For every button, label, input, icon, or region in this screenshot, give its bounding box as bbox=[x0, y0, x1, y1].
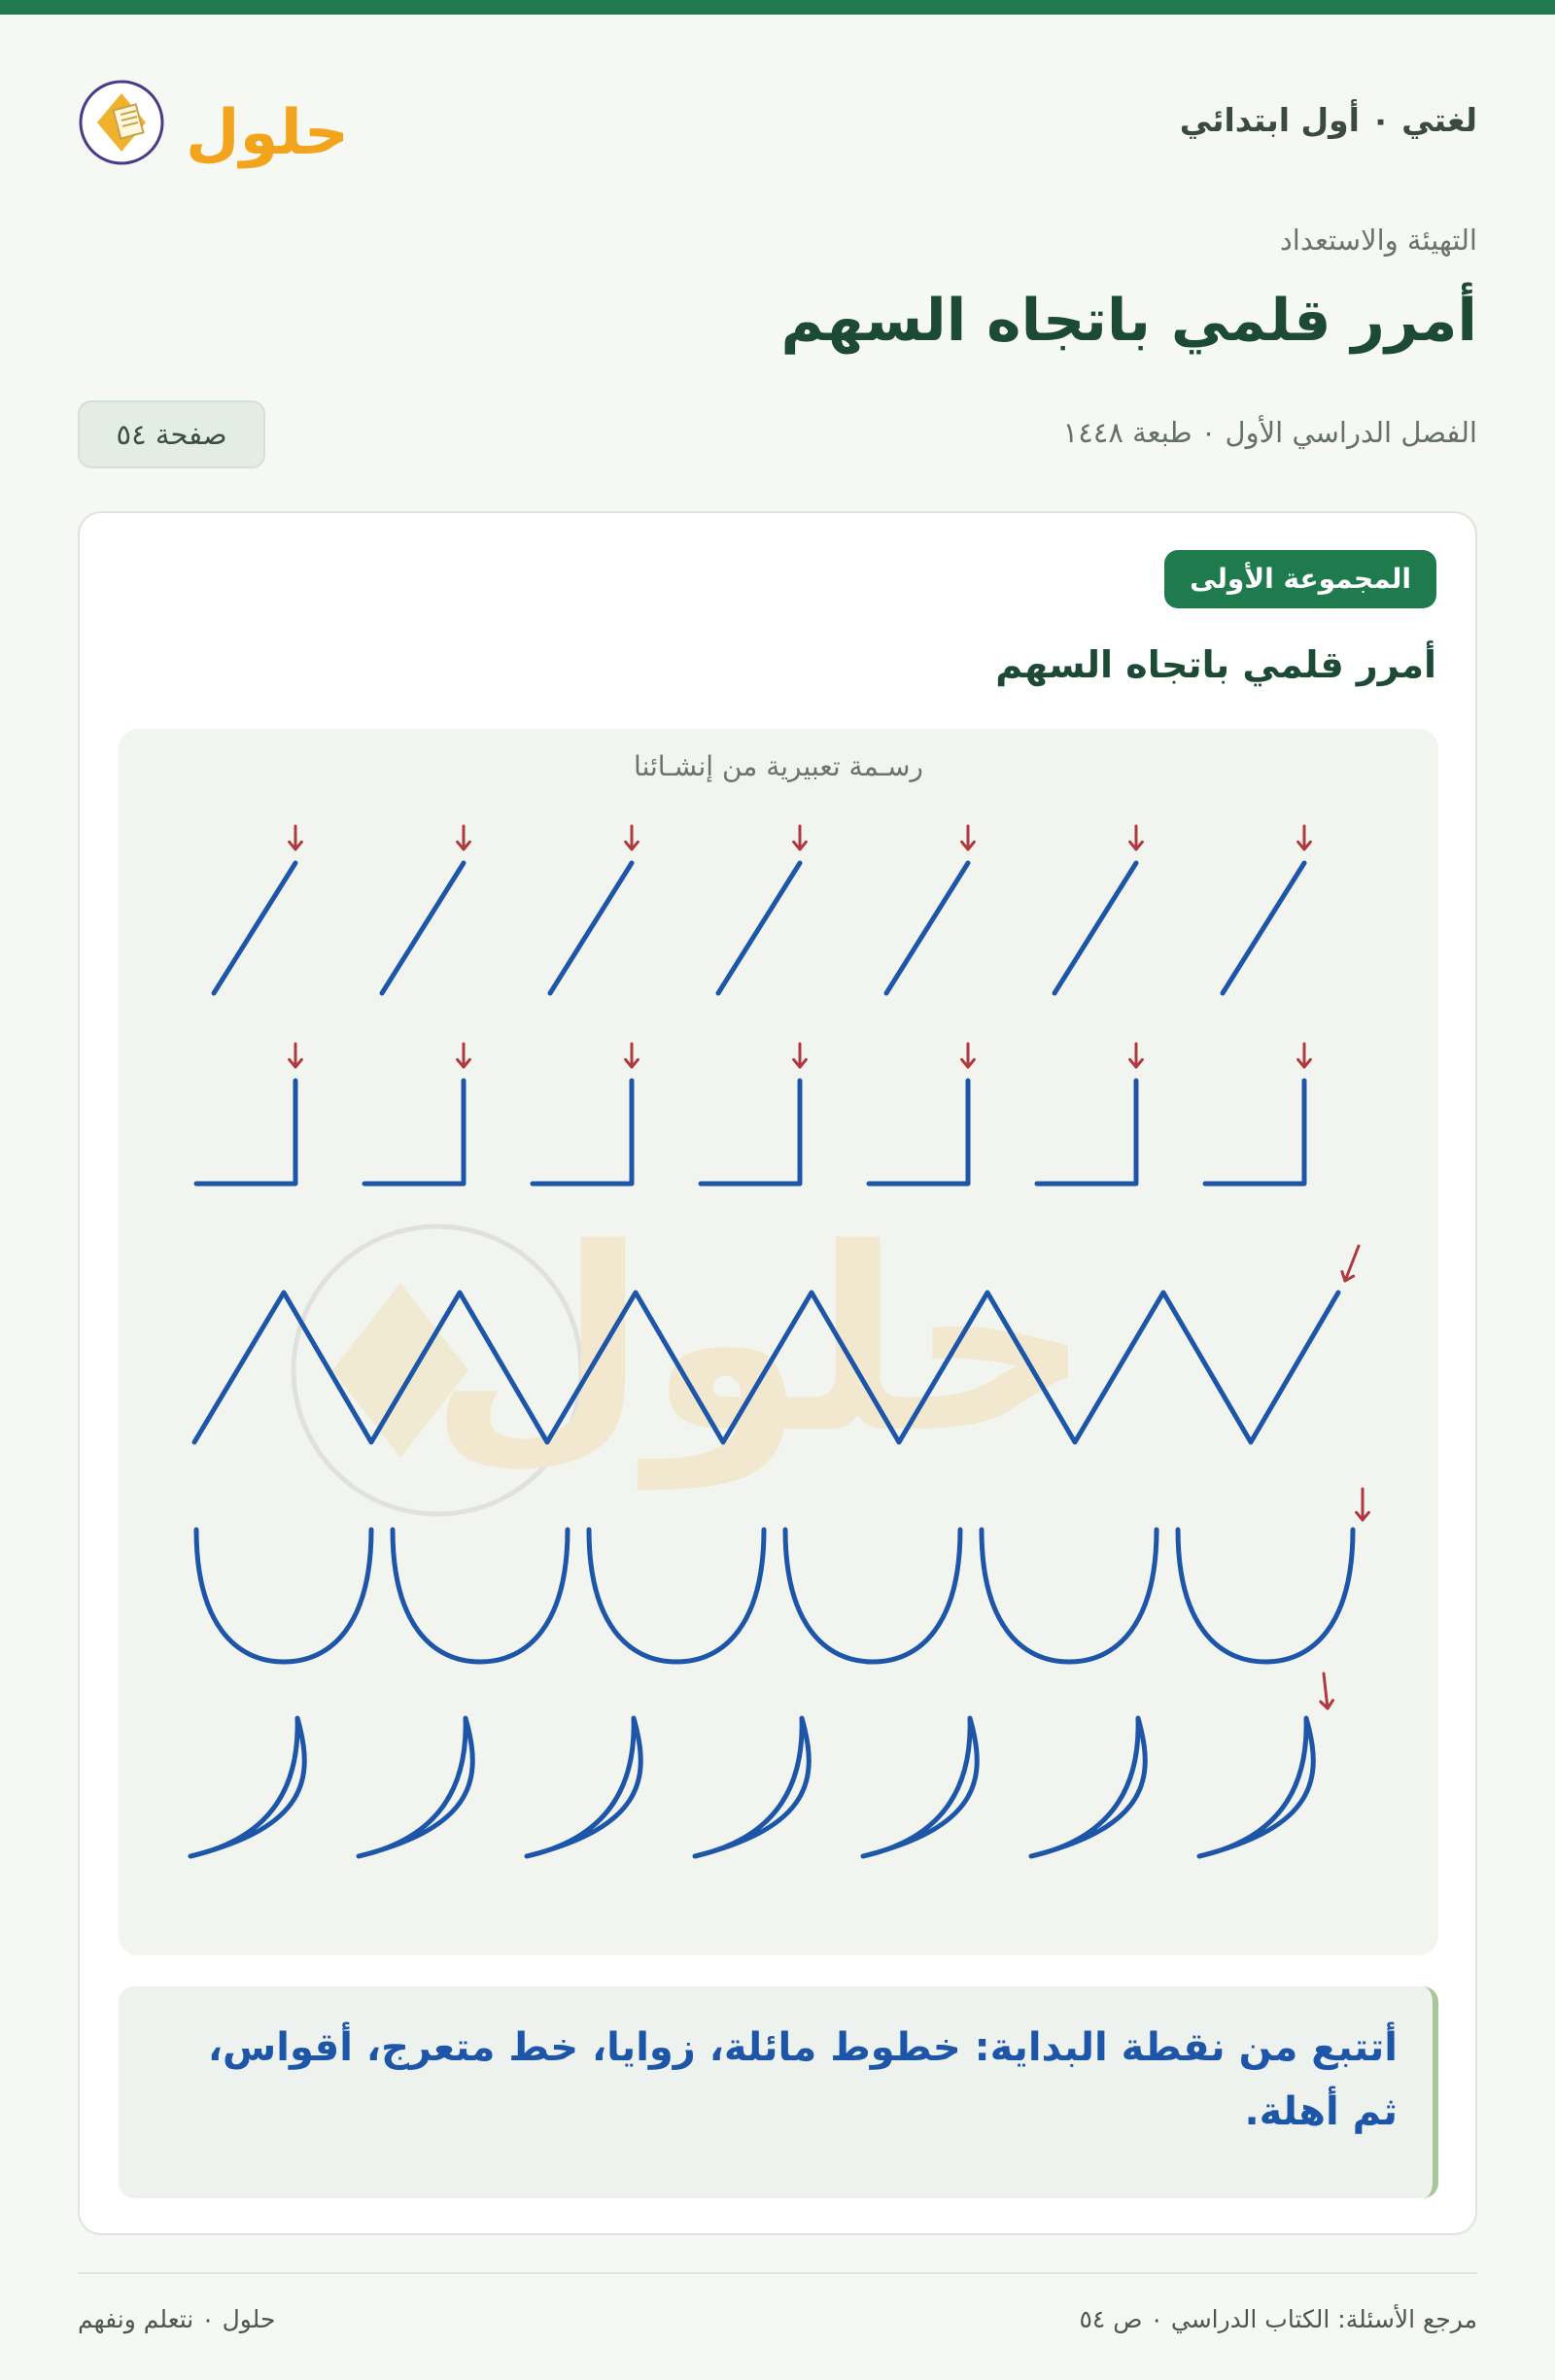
corner-angle bbox=[364, 1081, 464, 1184]
watermark bbox=[294, 1195, 1091, 1514]
instruction-box bbox=[119, 1986, 1438, 2198]
section-label: التهيئة والاستعداد bbox=[1279, 224, 1477, 257]
corner-angle bbox=[869, 1081, 968, 1184]
group-badge: المجموعة الأولى bbox=[1164, 550, 1436, 608]
watermark-text: حلول bbox=[428, 1195, 1092, 1489]
edition-meta: الفصل الدراسي الأول ٠ طبعة ١٤٤٨ bbox=[1062, 416, 1477, 449]
corner-angle bbox=[533, 1081, 632, 1184]
corner-angle bbox=[1205, 1081, 1304, 1184]
u-curve bbox=[196, 1530, 371, 1662]
crescent-shape bbox=[863, 1718, 977, 1856]
figure-caption: رسـمة تعبيرية من إنشـائنا bbox=[634, 750, 923, 782]
slanted-line bbox=[718, 863, 800, 993]
arrow-icon bbox=[1324, 1673, 1328, 1708]
u-curve bbox=[785, 1530, 960, 1662]
tracing-figure bbox=[119, 729, 1438, 1955]
crescent-shape bbox=[527, 1718, 640, 1856]
crescent-shape bbox=[695, 1718, 809, 1856]
corner-angle bbox=[196, 1081, 295, 1184]
hulul-logo[interactable] bbox=[78, 58, 369, 180]
slanted-line bbox=[382, 863, 464, 993]
tracing-drawing bbox=[119, 729, 1438, 1955]
footer-reference: مرجع الأسئلة: الكتاب الدراسي ٠ ص ٥٤ bbox=[1079, 2305, 1477, 2333]
u-curve bbox=[982, 1530, 1157, 1662]
logo-wordmark: حلول bbox=[186, 97, 349, 169]
crescent-shape bbox=[1031, 1718, 1145, 1856]
lesson-title: أمرر قلمي باتجاه السهم bbox=[780, 287, 1477, 355]
page-number-badge: صفحة ٥٤ bbox=[78, 400, 265, 468]
footer-divider bbox=[78, 2272, 1477, 2274]
u-curve bbox=[1178, 1530, 1353, 1662]
page-header bbox=[78, 58, 1477, 185]
question-card bbox=[78, 511, 1477, 2235]
footer-brand: حلول ٠ نتعلم ونفهم bbox=[78, 2305, 276, 2333]
slanted-line bbox=[886, 863, 968, 993]
slanted-line bbox=[550, 863, 632, 993]
u-curve bbox=[393, 1530, 568, 1662]
app-subject-label: لغتي ٠ أول ابتدائي bbox=[1179, 101, 1477, 139]
slanted-line bbox=[1054, 863, 1136, 993]
crescent-shape bbox=[359, 1718, 472, 1856]
question-title: أمرر قلمي باتجاه السهم bbox=[995, 643, 1436, 686]
slanted-line bbox=[1223, 863, 1304, 993]
corner-angle bbox=[701, 1081, 800, 1184]
u-curve bbox=[589, 1530, 764, 1662]
instruction-text: أتتبع من نقطة البداية: خطوط مائلة، زوايا، خط متعرج، أقواس، ثم أهلة. bbox=[207, 2025, 1398, 2134]
slanted-line bbox=[214, 863, 295, 993]
crescent-shape bbox=[1199, 1718, 1313, 1856]
corner-angle bbox=[1037, 1081, 1136, 1184]
top-accent-bar bbox=[0, 0, 1555, 15]
crescent-shape bbox=[190, 1718, 304, 1856]
